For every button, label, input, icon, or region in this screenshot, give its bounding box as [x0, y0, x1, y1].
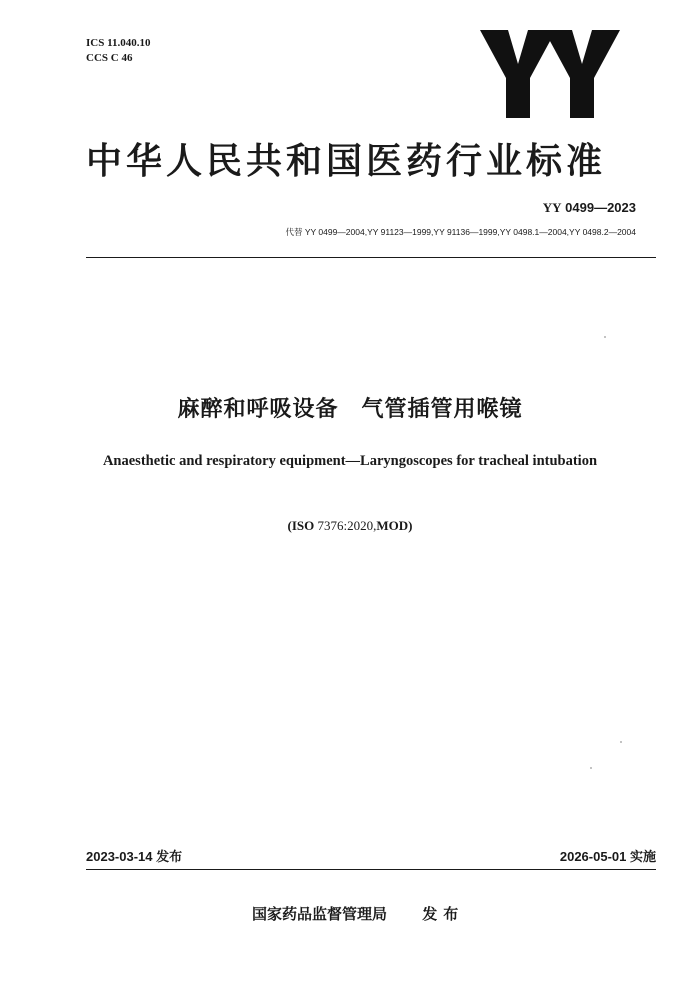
adoption-ref: 7376:2020, — [317, 518, 377, 533]
standard-number — [543, 200, 636, 216]
scan-speck — [604, 336, 606, 338]
adoption-mod: MOD) — [376, 518, 413, 533]
replaces-standards: 代替 YY 0499—2004,YY 91123—1999,YY 91136—1999,YY 0498.1—2004,YY 0498.2—2004 — [285, 227, 636, 237]
issue-date-value: 2023-03-14 — [86, 849, 153, 864]
standard-prefix: YY — [542, 200, 562, 215]
ics-code: ICS 11.040.10 — [86, 37, 151, 49]
yy-logo — [480, 30, 620, 120]
issue-date-label: 发布 — [156, 849, 183, 864]
issuer-name: 国家药品监督管理局 — [252, 905, 388, 923]
issue-date — [86, 846, 182, 865]
scan-speck — [590, 767, 592, 769]
chinese-title: 麻醉和呼吸设备 气管插管用喉镜 — [177, 397, 523, 422]
standard-code: 0499—2023 — [565, 200, 636, 215]
implementation-date-label: 实施 — [629, 849, 656, 864]
ministry-title: 中华人民共和国医药行业标准 — [86, 141, 607, 182]
adoption-open: (ISO — [287, 518, 315, 533]
ccs-code: CCS C 46 — [86, 52, 133, 64]
implementation-date-value: 2026-05-01 — [559, 849, 627, 864]
bottom-divider — [86, 869, 656, 870]
adoption-note — [0, 518, 700, 534]
issuer-action: 发布 — [422, 905, 465, 923]
issuing-authority — [252, 903, 464, 924]
implementation-date — [560, 846, 656, 865]
top-divider — [86, 257, 656, 258]
classification-codes — [86, 36, 151, 66]
english-title: Anaesthetic and respiratory equipment—Laryngoscopes for tracheal intubation — [102, 453, 598, 469]
scan-speck — [620, 741, 622, 743]
